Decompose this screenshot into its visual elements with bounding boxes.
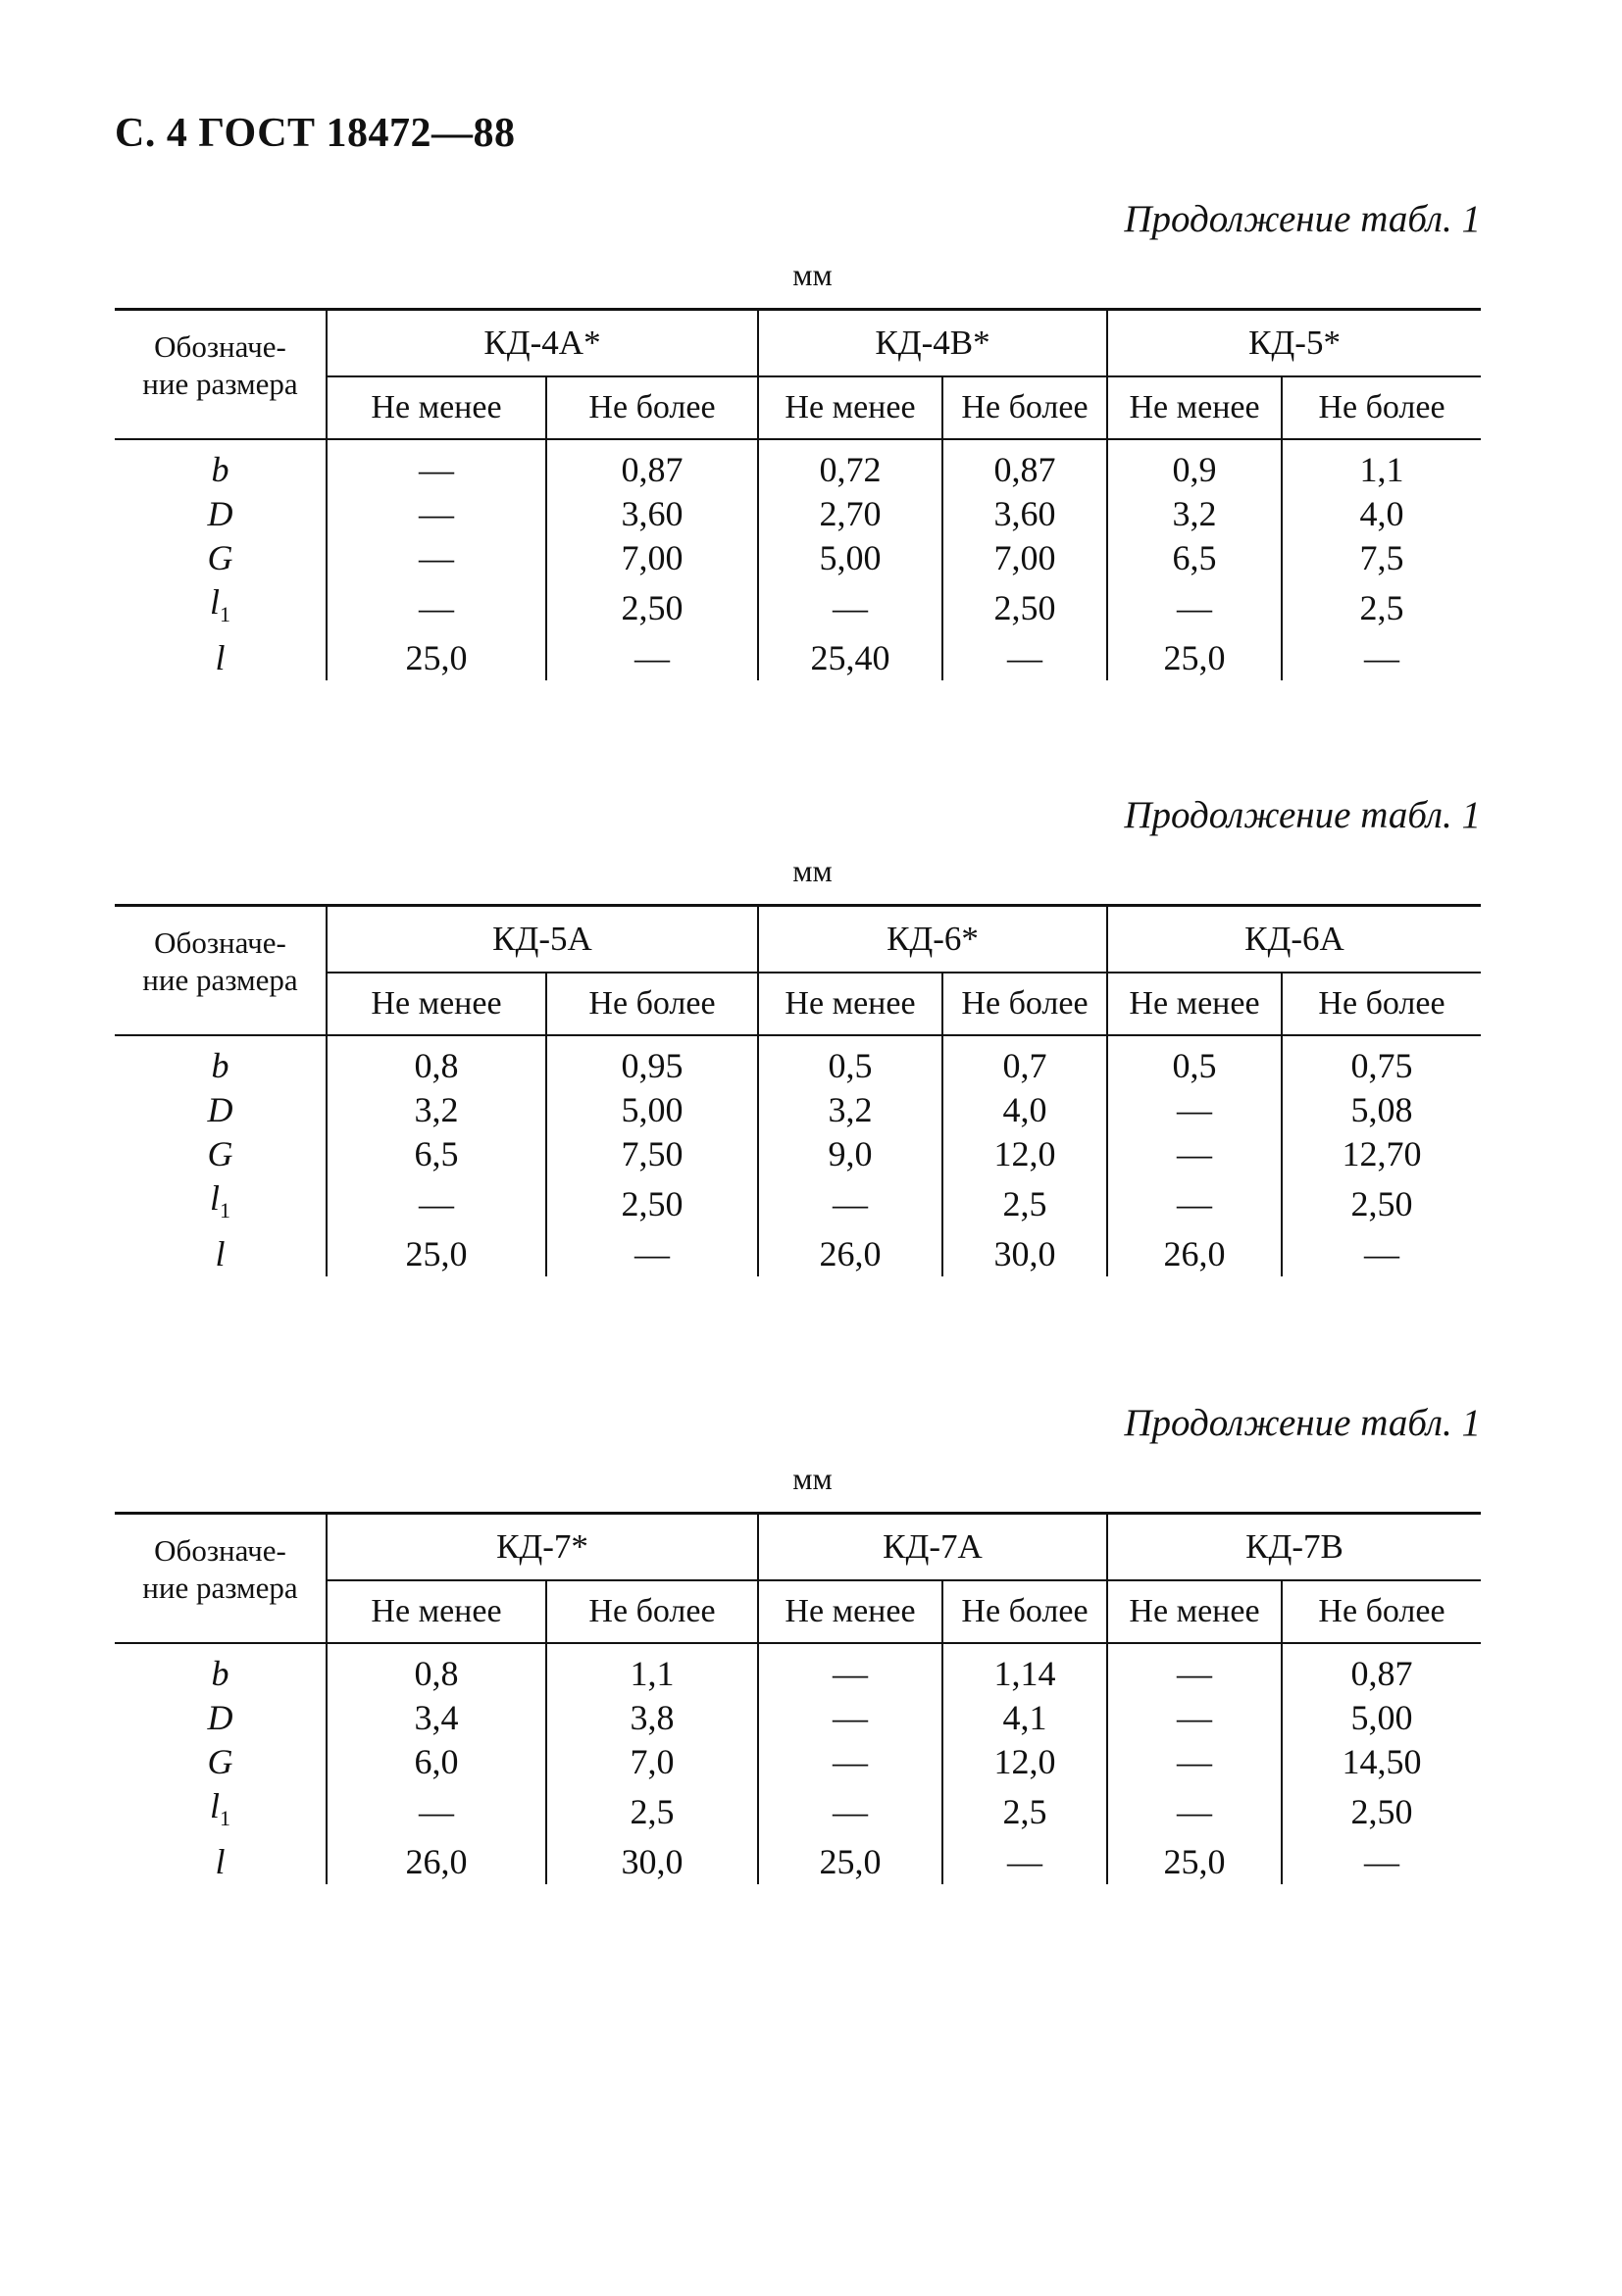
table-cell: —	[758, 1696, 942, 1740]
sub-header: Не менее	[1107, 376, 1282, 439]
table-cell: 26,0	[327, 1840, 546, 1884]
table-cell: —	[327, 580, 546, 636]
table-cell: —	[1107, 1784, 1282, 1840]
dimension-symbol	[115, 1088, 327, 1132]
table-cell: 4,0	[1282, 492, 1481, 536]
sub-header: Не более	[546, 973, 758, 1035]
sub-header: Не менее	[327, 376, 546, 439]
table-cell: —	[327, 536, 546, 580]
table-cell: 3,8	[546, 1696, 758, 1740]
table-cell: 0,8	[327, 1643, 546, 1696]
dimensions-table	[115, 904, 1481, 1276]
table-cell: 5,00	[546, 1088, 758, 1132]
dimension-symbol	[115, 636, 327, 680]
symbol-letter: l	[209, 1786, 220, 1825]
table-cell: 25,0	[327, 636, 546, 680]
sub-header: Не менее	[758, 1580, 942, 1643]
table-row	[115, 1088, 1481, 1132]
table-cell: 2,5	[1282, 580, 1481, 636]
page-header: С. 4 ГОСТ 18472—88	[115, 111, 516, 156]
table-row	[115, 1176, 1481, 1232]
row-header-line: ние размера	[142, 367, 298, 401]
table-cell: 1,1	[1282, 439, 1481, 492]
sub-header: Не более	[942, 376, 1107, 439]
dimension-symbol	[115, 1035, 327, 1088]
row-header-line: Обозначе-	[154, 1533, 286, 1568]
table-cell: —	[758, 580, 942, 636]
dimension-symbol	[115, 1176, 327, 1232]
row-header	[115, 906, 327, 1036]
symbol-letter: l	[209, 582, 220, 622]
table-row	[115, 1696, 1481, 1740]
table-cell: 25,0	[758, 1840, 942, 1884]
sub-header: Не более	[942, 973, 1107, 1035]
dimension-symbol	[115, 1696, 327, 1740]
table-cell: 0,87	[942, 439, 1107, 492]
table-cell: 2,50	[546, 580, 758, 636]
table-cell: —	[1107, 1132, 1282, 1176]
table-cell: —	[327, 492, 546, 536]
table-cell: 2,5	[546, 1784, 758, 1840]
row-header-line: ние размера	[142, 963, 298, 997]
table-cell: —	[546, 636, 758, 680]
symbol-letter: G	[207, 1742, 233, 1781]
table-cell: 5,00	[758, 536, 942, 580]
dimensions-table	[115, 308, 1481, 680]
table-cell: 5,00	[1282, 1696, 1481, 1740]
dimension-symbol	[115, 1643, 327, 1696]
table-row	[115, 1784, 1481, 1840]
table-cell: 4,1	[942, 1696, 1107, 1740]
table-cell: —	[1107, 1176, 1282, 1232]
table-cell: 7,50	[546, 1132, 758, 1176]
group-header: КД-6А	[1107, 906, 1481, 973]
table-cell: 2,50	[942, 580, 1107, 636]
sub-header: Не более	[942, 1580, 1107, 1643]
table-cell: 6,0	[327, 1740, 546, 1784]
table-cell: 0,5	[758, 1035, 942, 1088]
symbol-letter: l	[215, 638, 226, 677]
dimension-symbol	[115, 1132, 327, 1176]
table-cell: 30,0	[546, 1840, 758, 1884]
table-cell: —	[1107, 1088, 1282, 1132]
dimension-symbol	[115, 536, 327, 580]
symbol-subscript: 1	[220, 1198, 230, 1223]
group-header: КД-4А*	[327, 310, 758, 377]
dimension-symbol	[115, 1840, 327, 1884]
sub-header: Не менее	[1107, 973, 1282, 1035]
symbol-letter: G	[207, 538, 233, 577]
sub-header: Не менее	[1107, 1580, 1282, 1643]
symbol-letter: b	[211, 1654, 229, 1693]
table-row	[115, 1035, 1481, 1088]
table-cell: 0,8	[327, 1035, 546, 1088]
table-block	[115, 792, 1481, 1276]
dimension-symbol	[115, 580, 327, 636]
table-cell: 2,50	[1282, 1784, 1481, 1840]
table-cell: 5,08	[1282, 1088, 1481, 1132]
table-cell: 0,5	[1107, 1035, 1282, 1088]
dimension-symbol	[115, 1784, 327, 1840]
table-cell: 0,87	[1282, 1643, 1481, 1696]
table-cell: —	[1107, 1740, 1282, 1784]
dimension-symbol	[115, 439, 327, 492]
table-cell: —	[327, 1784, 546, 1840]
dimensions-table	[115, 1512, 1481, 1884]
table-cell: —	[1107, 1643, 1282, 1696]
row-header-line: Обозначе-	[154, 329, 286, 364]
table-cell: 9,0	[758, 1132, 942, 1176]
table-row	[115, 636, 1481, 680]
table-block	[115, 196, 1481, 680]
dimension-symbol	[115, 1740, 327, 1784]
table-cell: 25,0	[1107, 1840, 1282, 1884]
dimension-symbol	[115, 1232, 327, 1276]
table-cell: 12,70	[1282, 1132, 1481, 1176]
sub-header: Не более	[546, 1580, 758, 1643]
table-cell: —	[1282, 1840, 1481, 1884]
group-header: КД-7*	[327, 1514, 758, 1581]
row-header	[115, 1514, 327, 1644]
table-cell: —	[1282, 1232, 1481, 1276]
table-cell: 12,0	[942, 1740, 1107, 1784]
table-cell: 3,2	[1107, 492, 1282, 536]
table-cell: 3,4	[327, 1696, 546, 1740]
table-cell: —	[758, 1643, 942, 1696]
sub-header: Не менее	[327, 973, 546, 1035]
symbol-letter: l	[209, 1178, 220, 1218]
group-header: КД-7В	[1107, 1514, 1481, 1581]
group-header: КД-5А	[327, 906, 758, 973]
table-row	[115, 439, 1481, 492]
table-cell: —	[758, 1740, 942, 1784]
group-header: КД-5*	[1107, 310, 1481, 377]
table-cell: 6,5	[327, 1132, 546, 1176]
table-row	[115, 1232, 1481, 1276]
table-cell: —	[327, 1176, 546, 1232]
symbol-letter: l	[215, 1234, 226, 1273]
group-header: КД-7А	[758, 1514, 1107, 1581]
sub-header: Не менее	[758, 973, 942, 1035]
table-cell: —	[942, 1840, 1107, 1884]
table-cell: —	[758, 1784, 942, 1840]
table-cell: 1,1	[546, 1643, 758, 1696]
symbol-letter: D	[207, 494, 233, 533]
table-cell: 3,60	[942, 492, 1107, 536]
table-cell: —	[942, 636, 1107, 680]
table-cell: 25,0	[1107, 636, 1282, 680]
sub-header: Не более	[1282, 1580, 1481, 1643]
table-cell: 3,2	[327, 1088, 546, 1132]
table-cell: 0,87	[546, 439, 758, 492]
symbol-letter: l	[215, 1842, 226, 1881]
table-row	[115, 1132, 1481, 1176]
unit-label: мм	[792, 853, 833, 888]
row-header	[115, 310, 327, 440]
table-cell: —	[1282, 636, 1481, 680]
unit-label: мм	[792, 257, 833, 292]
table-cell: 3,2	[758, 1088, 942, 1132]
table-cell: 7,00	[546, 536, 758, 580]
table-cell: 25,0	[327, 1232, 546, 1276]
table-cell: 0,7	[942, 1035, 1107, 1088]
unit-label: мм	[792, 1461, 833, 1496]
table-row	[115, 580, 1481, 636]
table-cell: —	[1107, 1696, 1282, 1740]
table-cell: 4,0	[942, 1088, 1107, 1132]
table-cell: 2,50	[1282, 1176, 1481, 1232]
table-cell: —	[758, 1176, 942, 1232]
row-header-line: ние размера	[142, 1571, 298, 1605]
symbol-letter: D	[207, 1698, 233, 1737]
table-cell: 7,5	[1282, 536, 1481, 580]
table-cell: 26,0	[758, 1232, 942, 1276]
table-row	[115, 492, 1481, 536]
table-cell: 2,5	[942, 1784, 1107, 1840]
sub-header: Не менее	[327, 1580, 546, 1643]
table-cell: 25,40	[758, 636, 942, 680]
group-header: КД-6*	[758, 906, 1107, 973]
table-cell: 0,9	[1107, 439, 1282, 492]
table-caption: Продолжение табл. 1	[1124, 794, 1481, 836]
sub-header: Не более	[1282, 973, 1481, 1035]
symbol-letter: G	[207, 1134, 233, 1173]
table-row	[115, 1740, 1481, 1784]
table-row	[115, 1840, 1481, 1884]
table-caption: Продолжение табл. 1	[1124, 198, 1481, 240]
sub-header: Не более	[546, 376, 758, 439]
table-cell: —	[327, 439, 546, 492]
symbol-subscript: 1	[220, 602, 230, 626]
table-cell: 0,75	[1282, 1035, 1481, 1088]
symbol-letter: b	[211, 1046, 229, 1085]
table-cell: —	[546, 1232, 758, 1276]
symbol-subscript: 1	[220, 1806, 230, 1830]
table-row	[115, 1643, 1481, 1696]
table-cell: 12,0	[942, 1132, 1107, 1176]
table-cell: 6,5	[1107, 536, 1282, 580]
table-caption: Продолжение табл. 1	[1124, 1402, 1481, 1444]
table-cell: 0,95	[546, 1035, 758, 1088]
table-cell: 3,60	[546, 492, 758, 536]
table-cell: 14,50	[1282, 1740, 1481, 1784]
sub-header: Не более	[1282, 376, 1481, 439]
dimension-symbol	[115, 492, 327, 536]
table-cell: 7,0	[546, 1740, 758, 1784]
table-cell: 30,0	[942, 1232, 1107, 1276]
table-cell: —	[1107, 580, 1282, 636]
table-cell: 2,70	[758, 492, 942, 536]
symbol-letter: D	[207, 1090, 233, 1129]
table-block	[115, 1400, 1481, 1884]
table-cell: 26,0	[1107, 1232, 1282, 1276]
symbol-letter: b	[211, 450, 229, 489]
table-cell: 2,5	[942, 1176, 1107, 1232]
table-cell: 7,00	[942, 536, 1107, 580]
row-header-line: Обозначе-	[154, 925, 286, 960]
table-cell: 0,72	[758, 439, 942, 492]
group-header: КД-4В*	[758, 310, 1107, 377]
table-cell: 1,14	[942, 1643, 1107, 1696]
sub-header: Не менее	[758, 376, 942, 439]
table-row	[115, 536, 1481, 580]
table-cell: 2,50	[546, 1176, 758, 1232]
